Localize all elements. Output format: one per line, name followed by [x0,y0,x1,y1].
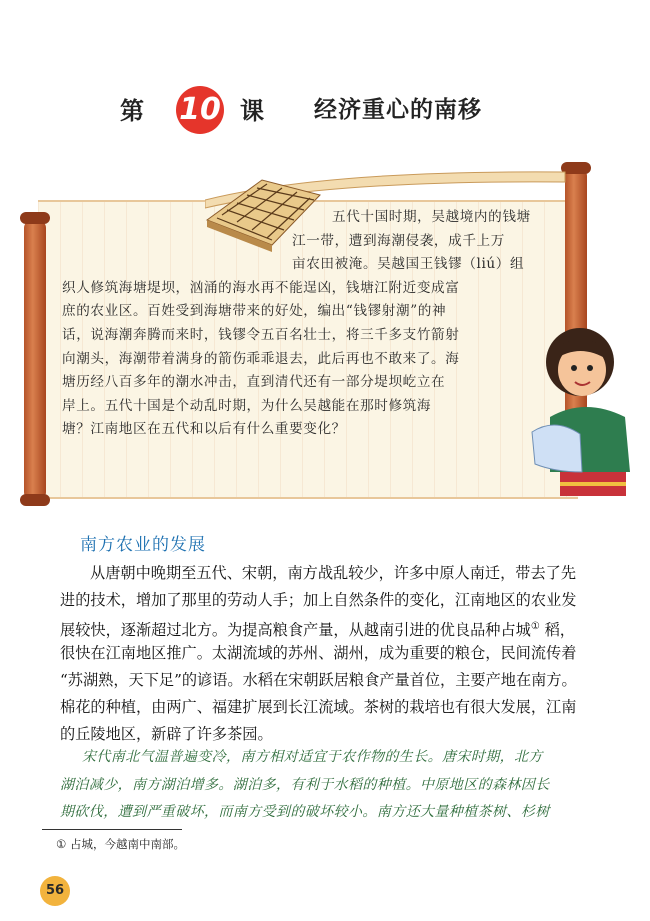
lesson-name: 经济重心的南移 [314,97,482,123]
lesson-number-badge: 10 [176,86,224,134]
supplementary-note [60,744,620,827]
scroll-rod-left [24,220,46,500]
footnote-divider [42,829,182,830]
section-body [60,560,620,748]
lesson-title [0,86,650,136]
body-line: 进的技术，增加了那里的劳动人手；加上自然条件的变化，江南地区的农业发 [60,590,577,609]
footnote-marker[interactable]: ① [530,620,540,632]
intro-line: 向潮头，海潮带着满身的箭伤乖乖退去，此后再也不敢来了。海 [62,350,460,367]
intro-text [62,206,564,442]
intro-line: 庶的农业区。百姓受到海塘带来的好处，编出“钱镠射潮”的神 [62,303,447,320]
footnote: ① 占城，今越南中南部。 [56,837,185,851]
body-line: 棉花的种植，由两广、福建扩展到长江流域。茶树的栽培也有很大发展，江南 [60,697,577,716]
intro-line: 话，说海潮奔腾而来时，钱镠令五百名壮士，将三千多支竹箭射 [62,326,460,343]
intro-line: 江一带，遭到海潮侵袭，成千上万 [292,232,505,249]
intro-line: 五代十国时期，吴越境内的钱塘 [332,209,531,225]
note-line: 宋代南北气温普遍变冷，南方相对适宜于农作物的生长。唐宋时期，北方 [82,749,543,765]
title-prefix: 第 [120,97,144,125]
scroll-cap-left-bottom [20,494,50,506]
scroll-cap-left-top [20,212,50,224]
intro-line: 岸上。五代十国是个动乱时期，为什么吴越能在那时修筑海 [62,397,432,414]
body-line: 展较快，逐渐超过北方。为提高粮食产量，从越南引进的优良品种占城① 稻， [60,620,575,639]
girl-character-icon [530,322,645,507]
note-line: 期砍伐，遭到严重破坏，而南方受到的破坏较小。南方还大量种植茶树、杉树 [60,804,550,820]
intro-line: 织人修筑海塘堤坝，汹涌的海水再不能逞凶，钱塘江附近变成富 [62,279,460,296]
page-number: 56 [40,876,70,906]
section-heading: 南方农业的发展 [80,535,206,555]
note-line: 湖泊减少，南方湖泊增多。湖泊多，有利于水稻的种植。中原地区的森林因长 [60,776,550,793]
intro-line: 塘？江南地区在五代和以后有什么重要变化？ [62,421,346,438]
body-line: 的丘陵地区，新辟了许多茶园。 [60,724,273,743]
body-line: 很快在江南地区推广。太湖流域的苏州、湖州，成为重要的粮仓，民间流传着 [60,644,577,663]
body-line: 从唐朝中晚期至五代、宋朝，南方战乱较少，许多中原人南迁，带去了先 [90,564,576,582]
intro-line: 塘历经八百多年的潮水冲击，直到清代还有一部分堤坝屹立在 [62,374,446,391]
body-line: “苏湖熟，天下足”的谚语。水稻在宋朝跃居粮食产量首位，主要产地在南方。 [60,671,577,690]
title-suffix: 课 [240,97,264,125]
intro-line: 亩农田被淹。吴越国王钱镠（liú）组 [292,256,525,273]
